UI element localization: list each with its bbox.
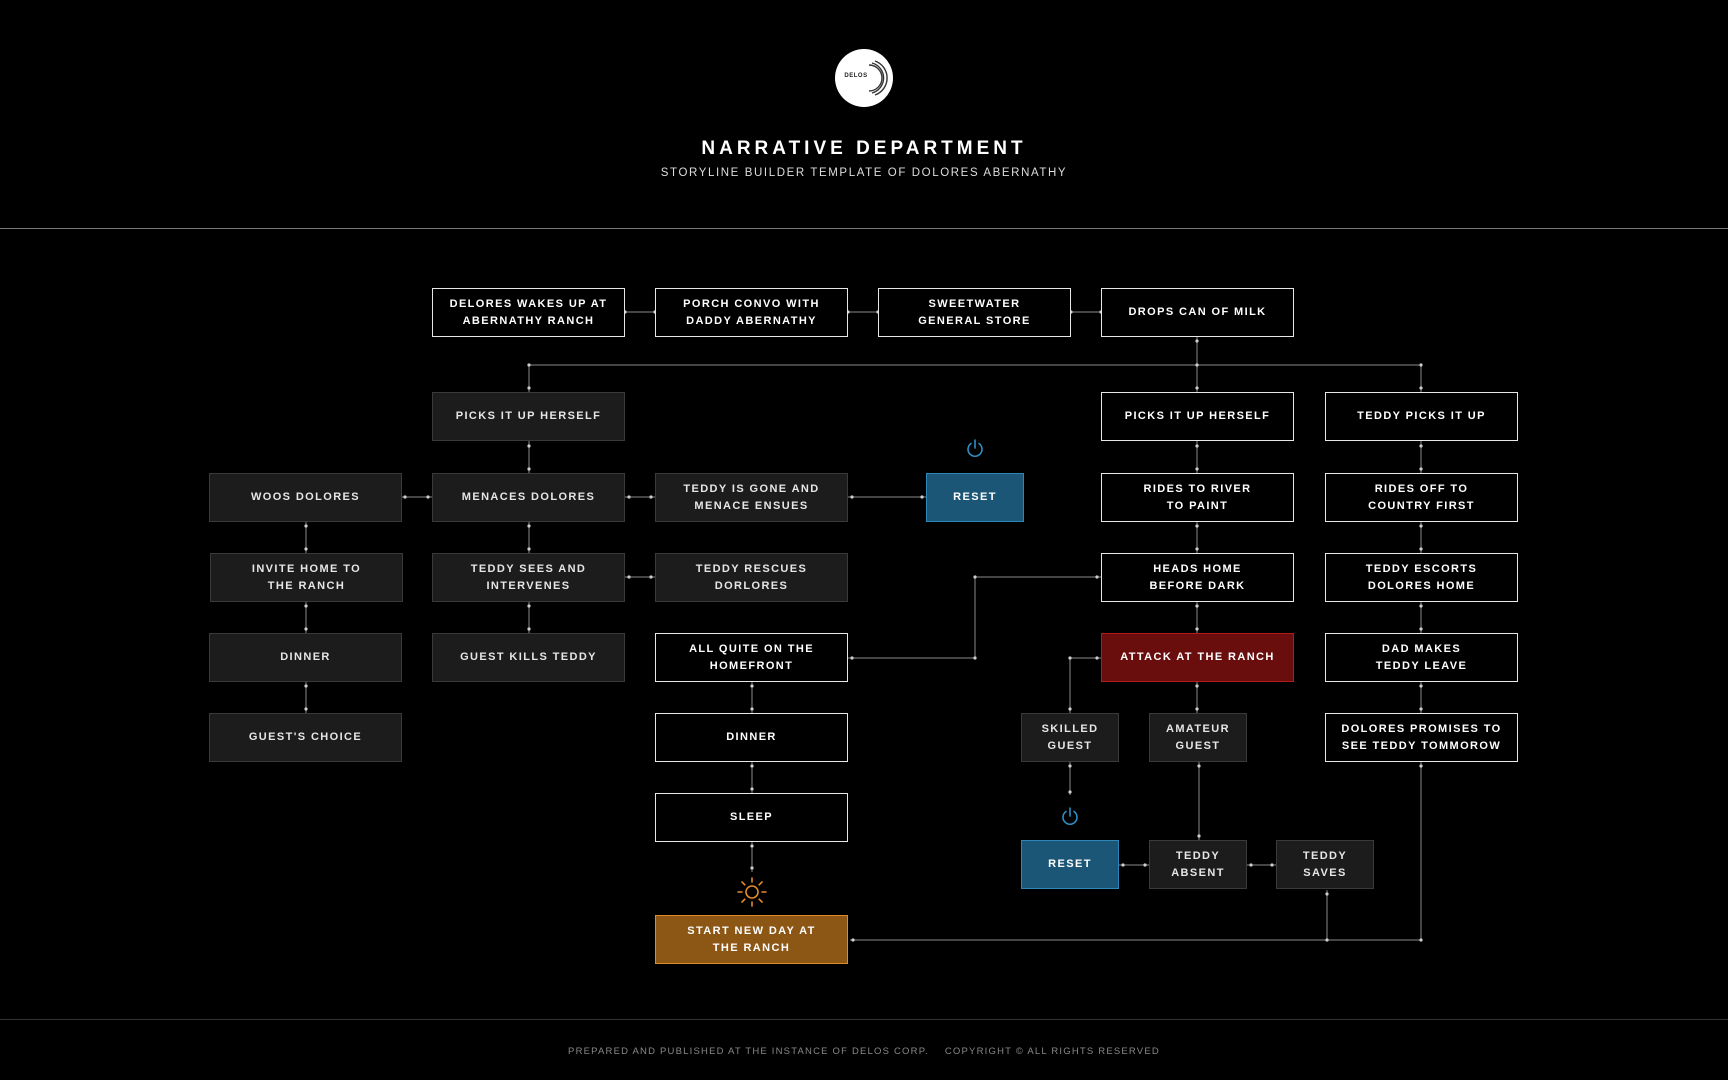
page-title: NARRATIVE DEPARTMENT: [701, 138, 1027, 159]
node-rides-off-to-country: RIDES OFF TO COUNTRY FIRST: [1325, 473, 1518, 522]
power-icon: [964, 438, 986, 460]
node-attack-at-the-ranch: ATTACK AT THE RANCH: [1101, 633, 1294, 682]
node-porch-convo: PORCH CONVO WITH DADDY ABERNATHY: [655, 288, 848, 337]
node-reset-1: RESET: [926, 473, 1024, 522]
node-teddy-saves: TEDDY SAVES: [1276, 840, 1374, 889]
footer-copyright-text: COPYRIGHT © ALL RIGHTS RESERVED: [944, 1046, 1160, 1057]
node-menaces-dolores: MENACES DOLORES: [432, 473, 625, 522]
node-reset-2: RESET: [1021, 840, 1119, 889]
footer: [0, 1046, 1728, 1057]
node-guests-choice: GUEST'S CHOICE: [209, 713, 402, 762]
footer-prepared-text: PREPARED AND PUBLISHED AT THE INSTANCE OF DELOS CORP.: [568, 1046, 929, 1057]
node-dolores-promises: DOLORES PROMISES TO SEE TEDDY TOMMOROW: [1325, 713, 1518, 762]
delos-logo-text: DELOS: [844, 73, 868, 79]
node-amateur-guest: AMATEUR GUEST: [1149, 713, 1247, 762]
node-teddy-absent: TEDDY ABSENT: [1149, 840, 1247, 889]
node-skilled-guest: SKILLED GUEST: [1021, 713, 1119, 762]
node-teddy-is-gone: TEDDY IS GONE AND MENACE ENSUES: [655, 473, 848, 522]
node-heads-home-before-dark: HEADS HOME BEFORE DARK: [1101, 553, 1294, 602]
node-guest-kills-teddy: GUEST KILLS TEDDY: [432, 633, 625, 682]
page-subtitle: STORYLINE BUILDER TEMPLATE OF DOLORES ABERNATHY: [660, 167, 1068, 179]
node-teddy-rescues: TEDDY RESCUES DORLORES: [655, 553, 848, 602]
node-invite-home: INVITE HOME TO THE RANCH: [210, 553, 403, 602]
footer-divider: [0, 1019, 1728, 1020]
node-drops-can-of-milk: DROPS CAN OF MILK: [1101, 288, 1294, 337]
node-picks-it-up-herself-left: PICKS IT UP HERSELF: [432, 392, 625, 441]
power-icon: [1059, 806, 1081, 828]
node-teddy-picks-it-up: TEDDY PICKS IT UP: [1325, 392, 1518, 441]
node-dinner-left: DINNER: [209, 633, 402, 682]
node-sweetwater-store: SWEETWATER GENERAL STORE: [878, 288, 1071, 337]
node-sleep: SLEEP: [655, 793, 848, 842]
node-all-quite-on-homefront: ALL QUITE ON THE HOMEFRONT: [655, 633, 848, 682]
node-woos-dolores: WOOS DOLORES: [209, 473, 402, 522]
node-teddy-sees-and-intervenes: TEDDY SEES AND INTERVENES: [432, 553, 625, 602]
node-teddy-escorts: TEDDY ESCORTS DOLORES HOME: [1325, 553, 1518, 602]
node-start-new-day: START NEW DAY AT THE RANCH: [655, 915, 848, 964]
sun-icon: [736, 876, 768, 908]
node-dad-makes-teddy-leave: DAD MAKES TEDDY LEAVE: [1325, 633, 1518, 682]
node-dinner-mid: DINNER: [655, 713, 848, 762]
node-rides-to-river: RIDES TO RIVER TO PAINT: [1101, 473, 1294, 522]
node-delores-wakes: DELORES WAKES UP AT ABERNATHY RANCH: [432, 288, 625, 337]
node-picks-it-up-herself-right: PICKS IT UP HERSELF: [1101, 392, 1294, 441]
